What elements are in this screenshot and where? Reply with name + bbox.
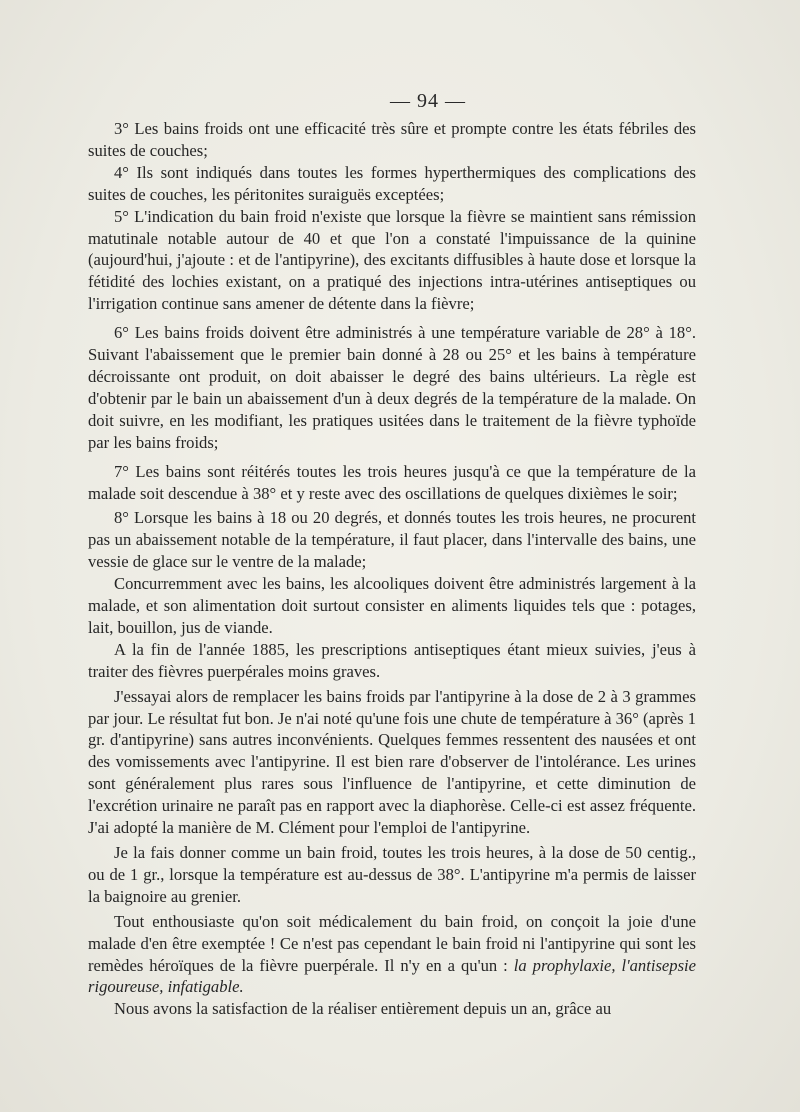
- paragraph-antipyrine: J'essayai alors de remplacer les bains froids par l'antipyrine à la dose de 2 à 3 grammes par jour. Le résultat fut bon. Je n'ai noté qu'une fois une chute de température à 36° (après 1 gr. d'antipyrine) sans autres inconvénients. Quelques femmes ressentent des nausées et ont des vomissements avec l'antipyrine. Il est bien rare d'observer de l'intolérance. Les urines sont généralement plus rares sous l'influence de l'antipyrine, et cette diminution de l'excrétion urinaire ne paraît pas en rapport avec la diaphorèse. Celle-ci est assez fréquente. J'ai adopté la manière de M. Clément pour l'emploi de l'antipyrine.: [88, 686, 696, 838]
- body-text: [88, 118, 696, 1020]
- paragraph-5: 5° L'indication du bain froid n'existe que lorsque la fièvre se maintient sans rémission matutinale notable autour de 40 et que l'on a constaté l'impuissance de la quinine (aujourd'hui, j'ajoute : et de l'antipyrine), des excitants diffusibles à haute dose et lorsque la fétidité des lochies existant, on a pratiqué des injections intra-utérines antiseptiques ou l'irrigation continue sans amener de détente dans la fièvre;: [88, 206, 696, 314]
- paragraph-dose: Je la fais donner comme un bain froid, toutes les trois heures, à la dose de 50 centig., ou de 1 gr., lorsque la température est au-dessus de 38°. L'antipyrine m'a permis de laisser la baignoire au grenier.: [88, 843, 696, 906]
- paragraph-4: 4° Ils sont indiqués dans toutes les formes hyperthermiques des complications des suites de couches, les péritonites suraiguës exceptées;: [88, 162, 696, 204]
- paragraph-satisfaction: Nous avons la satisfaction de la réaliser entièrement depuis un an, grâce au: [114, 999, 612, 1019]
- prophylaxie-italic: la prophylaxie, l'antisepsie rigoureuse, infatigable.: [88, 955, 696, 997]
- paragraph-6: 6° Les bains froids doivent être administrés à une température variable de 28° à 18°. Suivant l'abaissement que le premier bain donné à 28 ou 25° et les bains à température décroissante ont produit, on doit abaisser le degré des bains ultérieurs. La règle est d'obtenir par le bain un abaissement d'un à deux degrés de la température de la malade. On doit suivre, en les modifiant, les pratiques usitées dans le traitement de la fièvre typhoïde par les bains froids;: [88, 323, 696, 452]
- page-number: — 94 —: [390, 90, 466, 112]
- paragraph-1885: A la fin de l'année 1885, les prescriptions antiseptiques étant mieux suivies, j'eus à traiter des fièvres puerpérales moins graves.: [88, 639, 696, 681]
- enthousiaste-text: Tout enthousiaste qu'on soit médicalement du bain froid, on conçoit la joie d'une malade d'en être exemptée ! Ce n'est pas cependant le bain froid ni l'antipyrine qui sont les remèdes héroïques de la fièvre puerpérale. Il n'y en a qu'un :: [88, 911, 696, 975]
- paragraph-alcooliques: Concurremment avec les bains, les alcooliques doivent être administrés largement à la malade, et son alimentation doit surtout consister en aliments liquides tels que : potages, lait, bouillon, jus de viande.: [88, 574, 696, 637]
- paragraph-enthousiaste: [88, 911, 696, 999]
- paragraph-3: 3° Les bains froids ont une efficacité très sûre et prompte contre les états fébriles des suites de couches;: [88, 119, 696, 160]
- paragraph-7: 7° Les bains sont réitérés toutes les trois heures jusqu'à ce que la température de la malade soit descendue à 38° et y reste avec des oscillations de quelques dixièmes le soir;: [88, 461, 696, 503]
- paragraph-8: 8° Lorsque les bains à 18 ou 20 degrés, et donnés toutes les trois heures, ne procurent pas un abaissement notable de la température, il faut placer, dans l'intervalle des bains, une vessie de glace sur le ventre de la malade;: [88, 508, 696, 572]
